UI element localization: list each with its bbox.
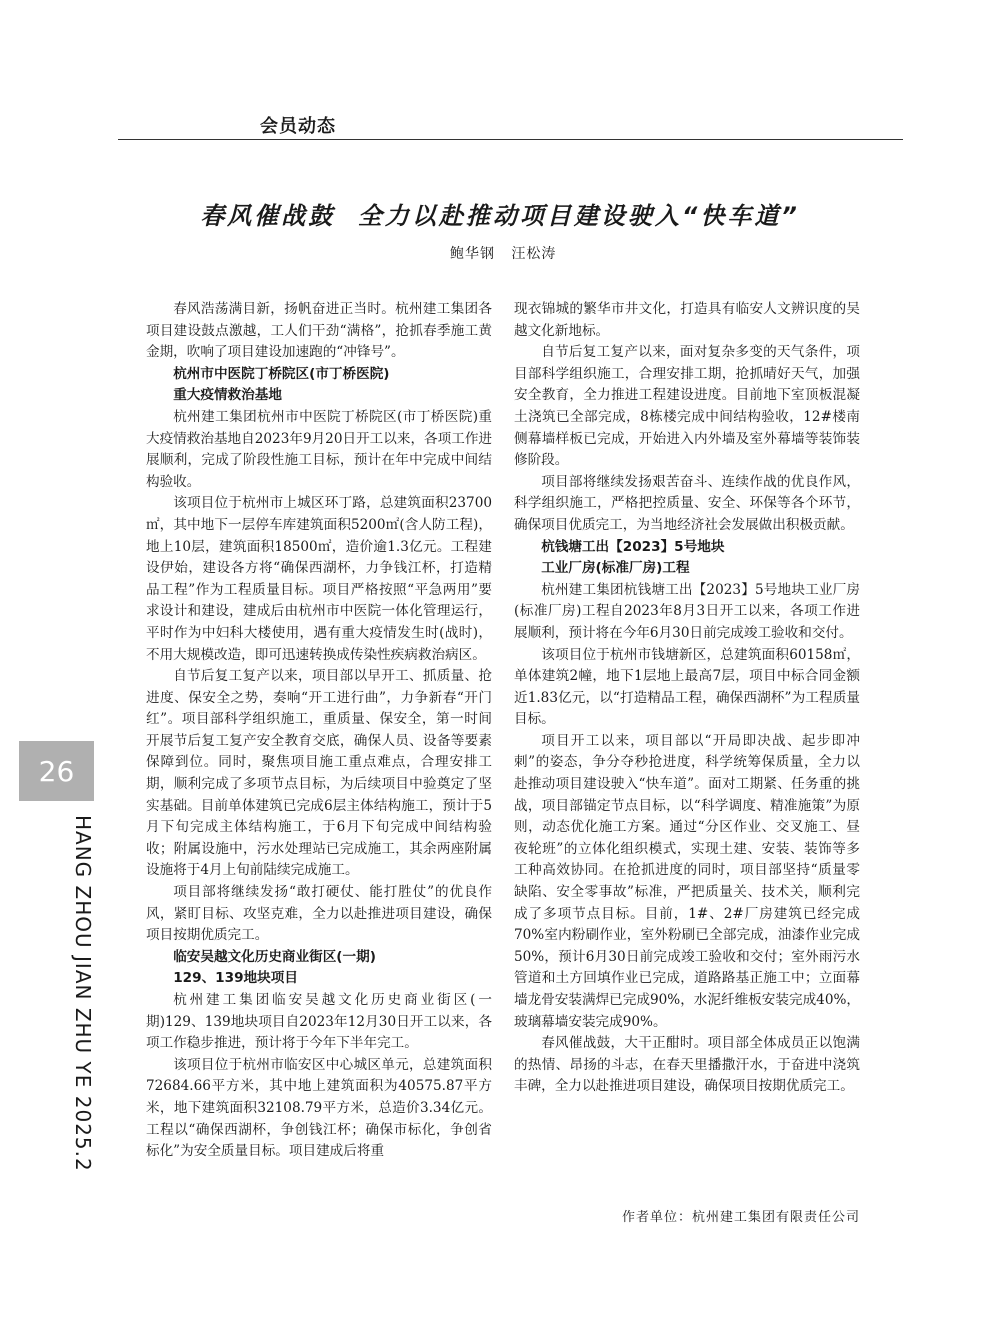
- subheading: 杭钱塘工出【2023】5号地块: [541, 538, 725, 555]
- section-header: [118, 110, 903, 140]
- subheading: 工业厂房(标准厂房)工程: [541, 560, 690, 577]
- body-paragraph: 自节后复工复产以来，项目部以早开工、抓质量、抢进度、保安全之势，奏响“开工进行曲”，力争新春“开门红”。项目部科学组织施工，重质量、保安全，第一时间开展节后复工复产安全教育交底，确保人员、设备等要素保障到位。同时，聚焦项目施工重点难点，合理安排工期，顺利完成了多项节点目标，为后续项目中验奠定了坚实基础。目前单体建筑已完成6层主体结构施工，预计于5月下旬完成主体结构施工，于6月下旬完成中间结构验收；附属设施中，污水处理站已完成施工，其余两座附属设施将于4月上旬前陆续完成施工。: [146, 668, 492, 879]
- section-label: 会员动态: [248, 112, 348, 138]
- body-paragraph: 项目开工以来，项目部以“开局即决战、起步即冲刺”的姿态，争分夺秒抢进度，科学统筹保质量，全力以赴推动项目建设驶入“快车道”。面对工期紧、任务重的挑战，项目部锚定节点目标，以“科学调度、精准施策”为原则，动态优化施工方案。通过“分区作业、交叉施工、昼夜轮班”的立体化组织模式，实现土建、安装、装饰等多工种高效协同。在抢抓进度的同时，项目部坚持“质量零缺陷、安全零事故”标准，严把质量关、技术关，顺利完成了多项节点目标。目前，1#、2#厂房建筑已经完成70%室内粉刷作业，室外粉刷已全部完成，油漆作业完成50%，预计6月30日前完成竣工验收和交付；室外雨污水管道和土方回填作业已完成，道路路基正施工中；立面幕墙龙骨安装满焊已完成90%，水泥纤维板安装完成40%，玻璃幕墙安装完成90%。: [514, 732, 860, 1030]
- body-paragraph: 项目部将继续发扬“敢打硬仗、能打胜仗”的优良作风，紧盯目标、攻坚克难，全力以赴推进项目建设，确保项目按期优质完工。: [146, 884, 492, 944]
- page-number: 26: [19, 741, 94, 801]
- article-title: 春风催战鼓 全力以赴推动项目建设驶入“快车道”: [200, 202, 800, 230]
- article-authors: 鲍华钢 汪松涛: [450, 246, 557, 262]
- journal-issue: HANG ZHOU JIAN ZHU YE 2025.2: [71, 815, 95, 1172]
- body-paragraph: 该项目位于杭州市上城区环丁路，总建筑面积23700㎡，其中地下一层停车库建筑面积5200㎡(含人防工程)，地上10层，建筑面积18500㎡，造价逾1.3亿元。工程建设伊始，建设各方将“确保西湖杯，力争钱江杯，打造精品工程”作为工程质量目标。项目严格按照“平急两用”要求设计和建设，建成后由杭州市中医院一体化管理运行，平时作为中妇科大楼使用，遇有重大疫情发生时(战时)，不用大规模改造，即可迅速转换成传染性疾病救治病区。: [146, 495, 492, 663]
- body-paragraph: 现衣锦城的繁华市井文化，打造具有临安人文辨识度的吴越文化新地标。: [514, 301, 860, 339]
- body-paragraph: 杭州建工集团临安吴越文化历史商业街区(一期)129、139地块项目自2023年12月30日开工以来，各项工作稳步推进，预计将于今年下半年完工。: [146, 992, 492, 1052]
- author-affiliation: 作者单位：杭州建工集团有限责任公司: [622, 1210, 861, 1225]
- intro-paragraph: 春风浩荡满目新，扬帆奋进正当时。杭州建工集团各项目建设鼓点激越，工人们干劲“满格”，抢抓春季施工黄金期，吹响了项目建设加速跑的“冲锋号”。: [146, 301, 492, 361]
- body-paragraph: 杭州建工集团杭钱塘工出【2023】5号地块工业厂房(标准厂房)工程自2023年8月3日开工以来，各项工作进展顺利，预计将在今年6月30日前完成竣工验收和交付。: [514, 581, 860, 641]
- body-paragraph: 该项目位于杭州市临安区中心城区单元，总建筑面积72684.66平方米，其中地上建筑面积为40575.87平方米，地下建筑面积32108.79平方米，总造价3.34亿元。工程以“确保西湖杯，争创钱江杯；确保市标化，争创省标化”为安全质量目标。项目建成后将重: [146, 1056, 492, 1160]
- body-paragraph: 项目部将继续发扬艰苦奋斗、连续作战的优良作风，科学组织施工，严格把控质量、安全、环保等各个环节，确保项目优质完工，为当地经济社会发展做出积极贡献。: [514, 473, 860, 533]
- subheading: 重大疫情救治基地: [173, 387, 282, 404]
- body-paragraph: 该项目位于杭州市钱塘新区，总建筑面积60158㎡，单体建筑2幢，地下1层地上最高7层，项目中标合同金额近1.83亿元，以“打造精品工程，确保西湖杯”为工程质量目标。: [514, 646, 860, 728]
- body-paragraph: 杭州建工集团杭州市中医院丁桥院区(市丁桥医院)重大疫情救治基地自2023年9月20日开工以来，各项工作进展顺利，完成了阶段性施工目标，预计在年中完成中间结构验收。: [146, 408, 493, 490]
- body-paragraph: 自节后复工复产以来，面对复杂多变的天气条件，项目部科学组织施工，合理安排工期，抢抓晴好天气，加强安全教育，全力推进工程建设进度。目前地下室顶板混凝土浇筑已全部完成，8栋楼完成中间结构验收，12#楼南侧幕墙样板已完成，开始进入内外墙及室外幕墙等装饰装修阶段。: [514, 344, 860, 469]
- subheading: 129、139地块项目: [173, 970, 298, 987]
- left-column: [146, 299, 492, 1163]
- subheading: 杭州市中医院丁桥院区(市丁桥医院): [173, 365, 390, 382]
- subheading: 临安吴越文化历史商业街区(一期): [173, 948, 376, 965]
- section-divider: [118, 139, 903, 140]
- body-paragraph: 春风催战鼓，大干正酣时。项目部全体成员正以饱满的热情、昂扬的斗志，在春天里播撒汗水，于奋进中浇筑丰碑，全力以赴推进项目建设，确保项目按期优质完工。: [514, 1035, 860, 1095]
- right-column: [514, 299, 860, 1098]
